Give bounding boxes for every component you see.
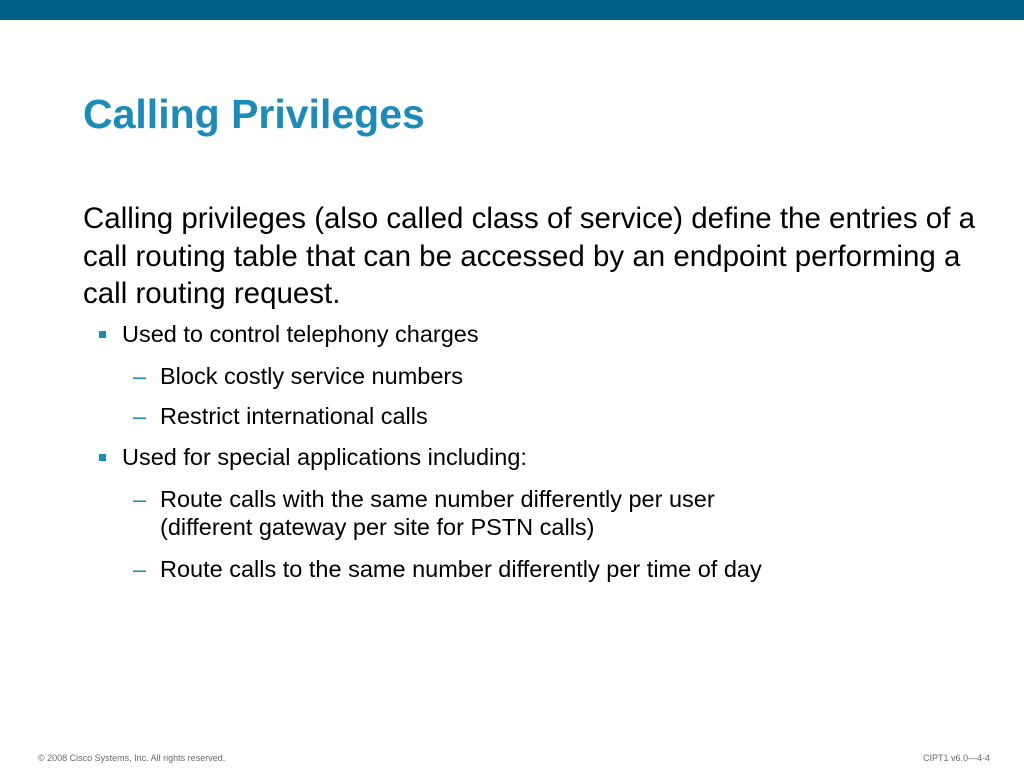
dash-bullet: – (133, 556, 147, 582)
dash-bullet: – (133, 363, 147, 389)
intro-paragraph: Calling privileges (also called class of service) define the entries of a call routing table that can be accessed by an endpoint performing a call routing request. (83, 202, 975, 310)
footer-copyright: © 2008 Cisco Systems, Inc. All rights reserved. (38, 753, 226, 763)
subitem-text-line1: Route calls with the same number differently per user (160, 486, 715, 512)
subitem-text-line2: (different gateway per site for PSTN calls) (160, 514, 595, 540)
footer-course-id: CIPT1 v6.0—4-4 (922, 753, 990, 763)
square-bullet-icon (99, 331, 106, 338)
bullet-text: Used to control telephony charges (122, 321, 479, 347)
subitem-text: Block costly service numbers (160, 363, 463, 389)
bullet-text: Used for special applications including: (122, 444, 527, 470)
subitem-text: Restrict international calls (160, 403, 428, 429)
slide-title: Calling Privileges (83, 91, 425, 137)
square-bullet-icon (99, 454, 106, 461)
subitem-text: Route calls to the same number differently per time of day (160, 556, 762, 582)
dash-bullet: – (133, 403, 147, 429)
dash-bullet: – (133, 486, 147, 512)
